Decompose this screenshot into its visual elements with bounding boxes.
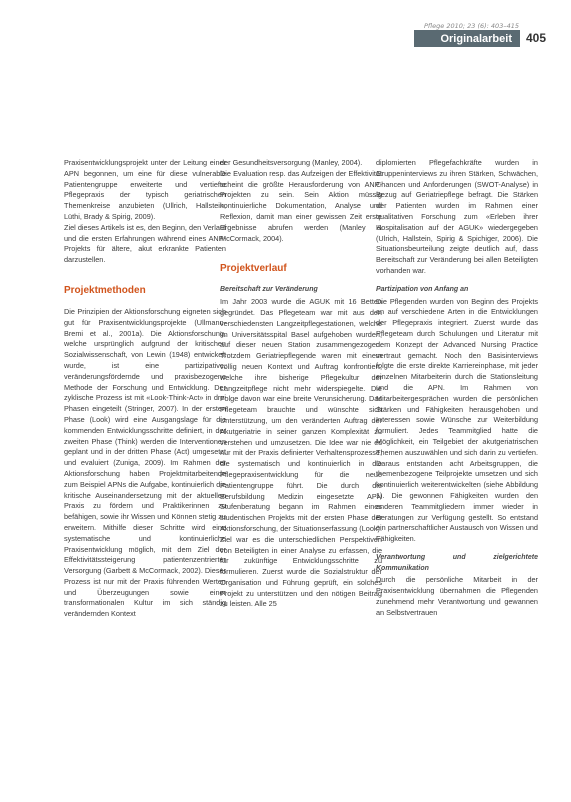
text-column-left (64, 158, 226, 620)
subheading: Bereitschaft zur Veränderung (220, 286, 318, 294)
paragraph: Praxisentwicklungsprojekt unter der Leitung einer APN begonnen, um eine für diese vulnerable Patientengruppe erweiterte und vertiefte Pflegepraxis der typisch geriatrischen Themenkreise anzubieten (Ullrich, Hallstein, Lüthi, Brady & Spirig, 2009). (64, 158, 226, 221)
page-number: 405 (526, 31, 547, 45)
section-label: Originalarbeit (440, 32, 512, 45)
section-heading-projektverlauf: Projektverlauf (220, 263, 287, 275)
section-heading-projektmethoden: Projektmethoden (64, 284, 146, 296)
paragraph: der Gesundheitsversorgung (Manley, 2004). (220, 158, 363, 167)
text-column-middle (220, 158, 382, 610)
paragraph: Ziel dieses Artikels ist es, den Beginn, den Verlauf und die ersten Erfahrungen während eines ANP-Projekts für ältere, akut erkrankte Patienten darzustellen. (64, 222, 226, 265)
paragraph: Im Jahr 2003 wurde die AGUK mit 16 Betten gegründet. Das Pflegeteam war mit aus den verschiedensten Langzeitpflegestationen, welche im Universitätsspital Basel aufgehoben wurden, auf dieser neuen Station zusammengezogen. Trotzdem Geriatriepflegende waren mit einem völlig neuen Kontext und Auftrag konfrontiert, welche ihre bisherige Pflegekultur der Langzeitpflege nicht mehr widerspiegelte. Die Folge davon war eine breite Verunsicherung. Das Pflegeteam brauchte und wünschte sich Unterstützung, um den veränderten Auftrag der Akutgeriatrie in seiner ganzen Komplexität zu verstehen und umzusetzen. Die Idee war nie es nur mit der Praxis definierter Verhaltensprozesse, die systematisch und kontinuierlich in die Pflegepraxisentwicklung für die neue Patientengruppe führt. Die durch die Berufsbildung Medizin eingesetzte APN Stufenberatung begann im Rahmen eines studentischen Projekts mit der ersten Phase der Aktionsforschung, der Situationserfassung (Look). Ziel war es die unterschiedlichen Perspektiven von Beteiligten in einer Analyse zu erfassen, die für zukünftige Entwicklungsschritte zu formulieren. Zuerst wurde die Sozialstruktur der Organisation und Führung geprüft, ein solches Projekt zu unterstützen und den nötigen Beitrag zu leisten. Alle 25 (220, 297, 382, 609)
running-head: Pflege 2010; 23 (6): 403–415 (424, 22, 519, 30)
paragraph: Durch die persönliche Mitarbeit in der Praxisentwicklung übernahmen die Pflegenden zunehmend mehr Verantwortung und gewannen an Selbstvertrauen (376, 575, 538, 617)
text-column-right (376, 158, 538, 619)
paragraph: Die Prinzipien der Aktionsforschung eigneten sich gut für Praxisentwicklungsprojekte (Ullmann-Bremi et al., 2001a). Die Aktionsforschung, welche ursprünglich aufgrund der kritischen Sozialwissenschaft, von Lewin (1948) entwickelt wurde, ist eine partizipative, veränderungsfördernde und praxisbezogene Methode der Forschung und Entwicklung. Der zyklische Prozess ist mit «Look-Think-Act» in drei Phasen eingeteilt (Stringer, 2007). In der ersten Phase (Look) wird eine Ausgangslage für die kommenden Entwicklungsschritte definiert, in der zweiten Phase (Think) werden die Interventionen geplant und in der dritten Phase (Act) umgesetzt und evaluiert (Zuniga, 2009). Im Rahmen der Aktionsforschung haben Projektmitarbeitende zum Beispiel APNs die Aufgabe, kontinuierlich die kritische Auseinandersetzung mit der aktuellen Praxis zu fördern und Praktikerinnen zu befähigen, sowie ihr Wissen und Können stetig zu erweitern. Mithilfe dieser Schritte wird eine systematische und kontinuierliche Praxisentwicklung möglich, mit dem Ziel der Effektivitätssteigerung patientenzentrierter Versorgung (Garbett & McCormack, 2002). Dieser Prozess ist nur mit der Praxis führenden Werten und Überzeugungen sowie einer transformationalen Kultur im sich ständig verändernden Kontext (64, 306, 226, 619)
subheading: Partizipation von Anfang an (376, 285, 469, 293)
paragraph: Die Pflegenden wurden von Beginn des Projekts an auf verschiedene Arten in die Entwicklungen der Pflegepraxis integriert. Zuerst wurde das Pflegeteam durch Schulungen und Literatur mit dem Konzept der Advanced Nursing Practice vertraut gemacht. Noch den Basisinterviews folgte die erste direkte Karriereinphase, mit jeder einzelnen Mitarbeiterin durch die Stationsleitung und die APN. Im Rahmen von Mitarbeitergesprächen wurden die persönlichen Stärken und Fähigkeiten herausgehoben und Interessen sowie Wünsche zur Weiterbildung formuliert. Jedes Teammitglied hatte die Möglichkeit, ein Teilgebiet der akutgeriatrischen Themen auszuwählen und sich darin zu vertiefen. Daraus entstanden acht Arbeitsgruppen, die themenbezogene Teilprojekte umsetzen und sich kontinuierlich weiterentwickelten (siehe Abbildung 1). Die gewonnen Fähigkeiten wurden den anderen Teammitgliedern immer wieder in Beratungen zur Verfügung gestellt. So entstand ein partnerschaftlicher Austausch von Wissen und Fähigkeiten. (376, 296, 538, 544)
paragraph: diplomierten Pflegefachkräfte wurden in Gruppeninterviews zu ihren Stärken, Schwächen, Chancen und Anforderungen (SWOT-Analyse) in Bezug auf Geriatriepflege befragt. Die Stärken der Patienten wurden im Rahmen einer qualitativen Forschung zum «Erleben ihrer Hospitalisation auf der AGUK» wiedergegeben (Ulrich, Hallstein, Spirig & Spichiger, 2006). Die Situationsbeurteilung zeigte deutlich auf, dass Bereitschaft zur Veränderung bei allen Beteiligten vorhanden war. (376, 158, 538, 275)
paragraph: Die Evaluation resp. das Aufzeigen der Effektivität scheint die größte Herausforderung von ANP-Projekten zu sein. Sein Aktion müssig kontinuierliche Dokumentation, Analyse und Reflexion, damit man einer gewissen Zeit erste Ergebnisse abrufen werden (Manley & McCormack, 2004). (220, 168, 382, 243)
section-tab (414, 30, 520, 47)
subheading: Verantwortung und zielgerichtete Kommunikation (376, 553, 538, 572)
